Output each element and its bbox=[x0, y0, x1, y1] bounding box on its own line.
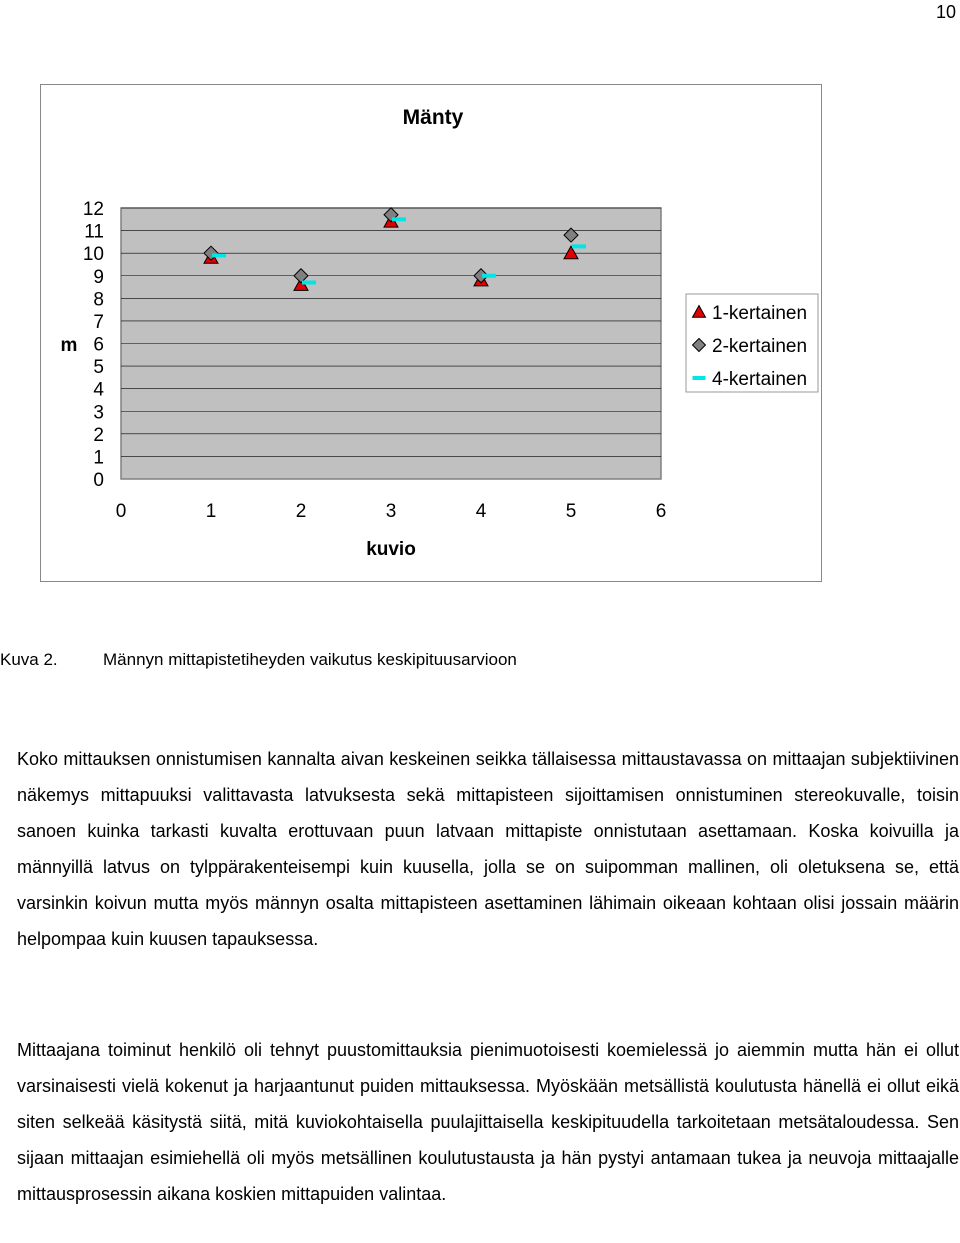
data-point-dash bbox=[482, 274, 496, 278]
y-tick-label: 1 bbox=[93, 447, 104, 469]
x-tick-label: 5 bbox=[565, 501, 577, 522]
y-axis-label: m bbox=[60, 335, 78, 356]
y-tick-label: 2 bbox=[93, 424, 104, 446]
y-tick-label: 11 bbox=[84, 221, 104, 243]
y-tick-label: 12 bbox=[82, 199, 104, 220]
chart-svg bbox=[41, 85, 823, 583]
legend-label: 4-kertainen bbox=[712, 369, 808, 390]
y-tick-label: 10 bbox=[82, 244, 104, 266]
body-paragraph-1: Koko mittauksen onnistumisen kannalta aivan keskeinen seikka tällaisessa mittaustavassa on mittaajan subjektiivinen näkemys mittapuuksi valittavasta latvuksesta sekä mittapisteen sijoittamisen onnistuminen stereokuvalle, toisin sanoen kuinka tarkasti kuvalta erottuvaan puun latvaan mittapiste onnistutaan asettamaan. Koska koivuilla ja männyillä latvus on tylppärakenteisempi kuin kuusella, jolla se on suipomman mallinen, oli oletuksena se, että varsinkin koivun mutta myös männyn osalta mittapisteen asettaminen lähimain oikeaan kohtaan olisi jossain määrin helpompaa kuin kuusen tapauksessa. bbox=[17, 749, 959, 949]
x-tick-label: 1 bbox=[205, 501, 217, 522]
y-tick-label: 6 bbox=[93, 334, 104, 356]
x-tick-label: 3 bbox=[385, 501, 397, 522]
x-tick-label: 4 bbox=[475, 501, 487, 522]
x-axis-label: kuvio bbox=[366, 539, 416, 560]
data-point-dash bbox=[392, 217, 406, 221]
caption-label: Kuva 2. bbox=[0, 650, 58, 669]
y-tick-label: 8 bbox=[93, 289, 104, 311]
data-point-dash bbox=[212, 253, 226, 257]
chart-title: Mänty bbox=[402, 106, 464, 129]
y-tick-label: 3 bbox=[93, 402, 104, 424]
y-tick-label: 7 bbox=[93, 311, 104, 333]
data-point-dash bbox=[572, 244, 586, 248]
legend-label: 1-kertainen bbox=[712, 303, 808, 324]
y-tick-label: 5 bbox=[93, 357, 104, 379]
y-tick-label: 4 bbox=[93, 379, 104, 401]
caption-text: Männyn mittapistetiheyden vaikutus keskipituusarvioon bbox=[103, 650, 517, 669]
y-tick-label: 9 bbox=[93, 266, 104, 288]
x-tick-label: 6 bbox=[655, 501, 667, 522]
legend-label: 2-kertainen bbox=[712, 336, 808, 357]
page-number: 10 bbox=[935, 2, 956, 22]
data-point-dash bbox=[302, 281, 316, 285]
body-paragraph-2: Mittaajana toiminut henkilö oli tehnyt puustomittauksia pienimuotoisesti koemielessä jo aiemmin mutta hän ei ollut varsinaisesti vielä kokenut ja harjaantunut puiden mittauksessa. Myöskään metsällistä koulutusta hänellä ei ollut eikä siten selkeää käsitystä siitä, mitä kuviokohtaisella puulajittaisella keskipituudella tarkoitetaan metsätaloudessa. Sen sijaan mittaajan esimiehellä oli myös metsällinen koulutustausta ja hän pystyi antamaan tukea ja neuvoja mittaajalle mittausprosessin aikana koskien mittapuiden valintaa. bbox=[17, 1040, 959, 1204]
chart-frame bbox=[40, 84, 822, 582]
legend-marker-dash bbox=[693, 376, 706, 380]
x-tick-label: 0 bbox=[115, 501, 127, 522]
y-tick-label: 0 bbox=[93, 470, 104, 491]
x-tick-label: 2 bbox=[295, 501, 307, 522]
